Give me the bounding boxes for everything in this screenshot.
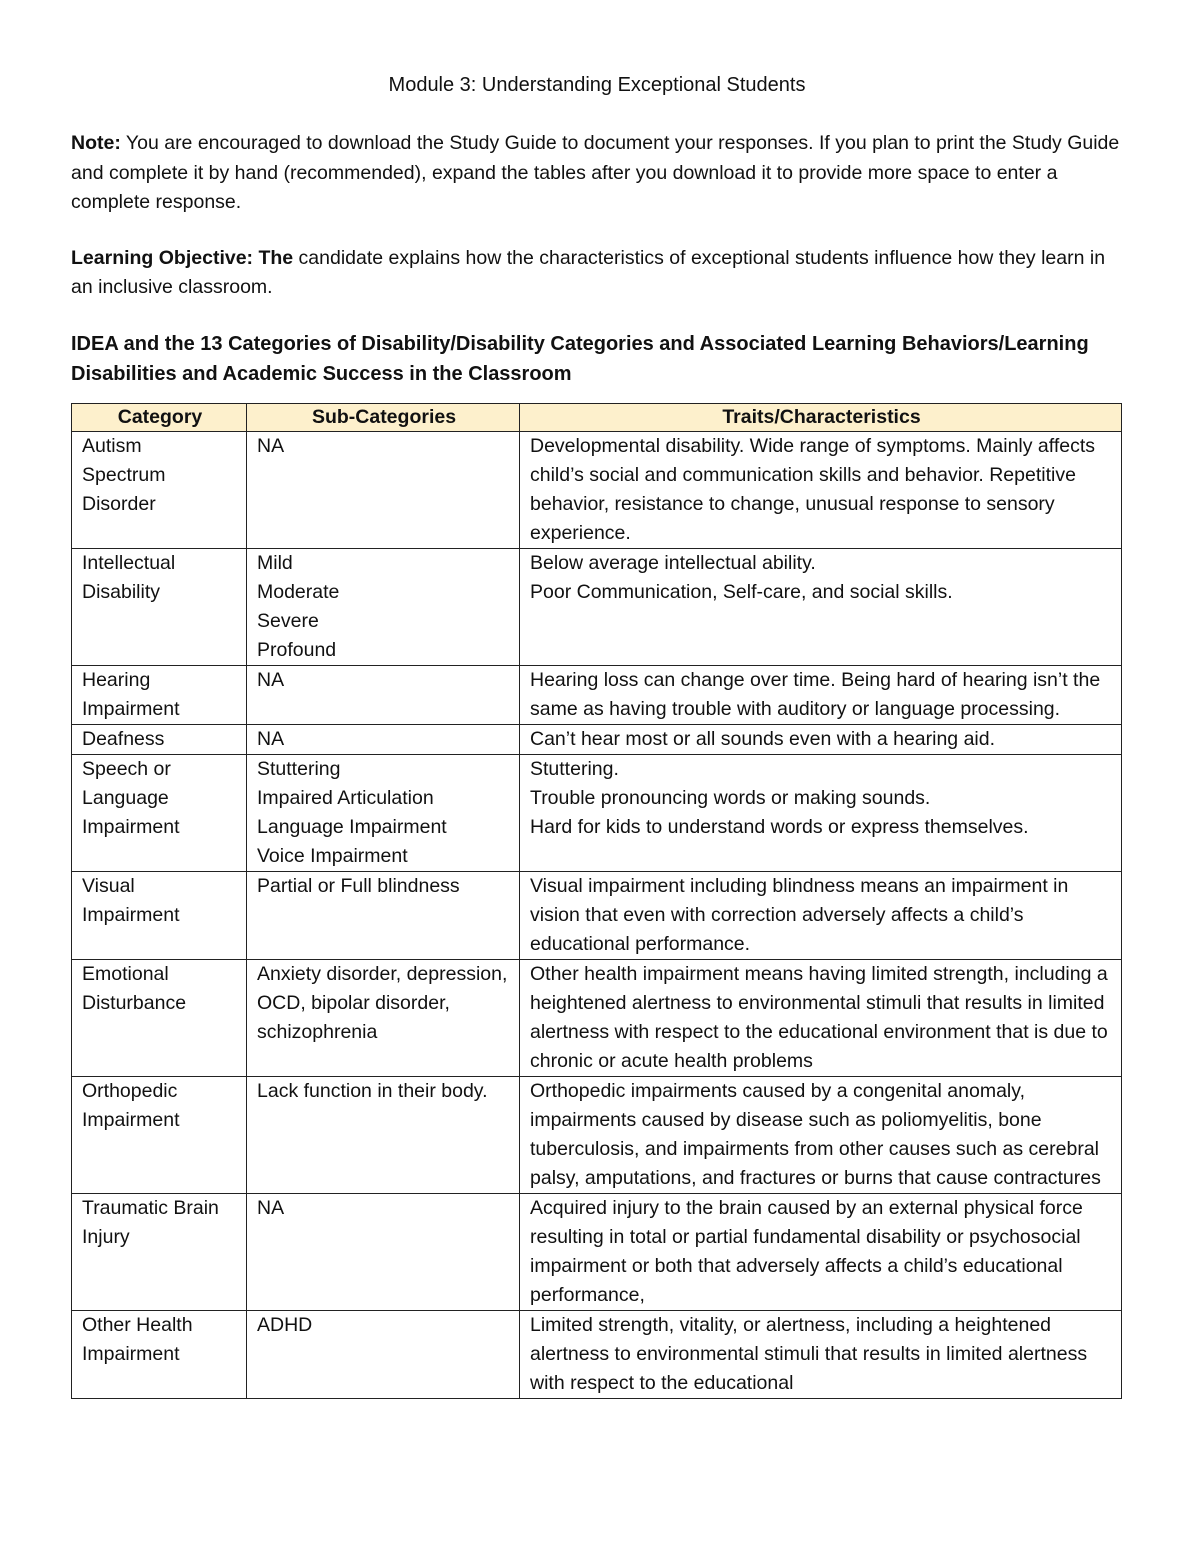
subcategories-cell-line: Impaired Articulation — [257, 786, 434, 809]
category-cell — [72, 431, 247, 548]
subcategories-cell — [247, 1193, 520, 1310]
traits-cell-line: Other health impairment means having limited strength, including a heightened alertness to environmental stimuli that results in limited alertness with respect to the educational environment that is due to chronic or acute health problems — [530, 962, 1108, 1072]
subcategories-cell — [247, 871, 520, 959]
category-cell-line: Autism — [82, 434, 142, 457]
header-traits: Traits/Characteristics — [520, 403, 1122, 431]
category-cell-line: Traumatic Brain — [82, 1196, 219, 1219]
table-row — [72, 871, 1122, 959]
subcategories-cell-line: ADHD — [257, 1313, 313, 1336]
category-cell — [72, 1076, 247, 1193]
category-cell-line: Injury — [82, 1225, 130, 1248]
page-title: Module 3: Understanding Exceptional Students — [388, 74, 806, 96]
traits-cell-line: Poor Communication, Self-care, and social skills. — [530, 580, 953, 603]
learning-objective-paragraph — [71, 244, 1123, 303]
subcategories-cell-line: Stuttering — [257, 757, 341, 780]
category-cell-line: Spectrum — [82, 463, 166, 486]
subcategories-cell-line: Moderate — [257, 580, 340, 603]
category-cell-line: Emotional — [82, 962, 169, 985]
category-cell-line: Speech or — [82, 757, 171, 780]
category-cell — [72, 724, 247, 754]
traits-cell-line: Below average intellectual ability. — [530, 551, 816, 574]
subcategories-cell — [247, 431, 520, 548]
header-subcategories: Sub-Categories — [247, 403, 520, 431]
traits-cell — [520, 1310, 1122, 1398]
traits-cell-line: Visual impairment including blindness means an impairment in vision that even with correction adversely affects a child’s educational performance. — [530, 874, 1069, 955]
traits-cell — [520, 1193, 1122, 1310]
learning-objective-label: Learning Objective: The — [71, 246, 294, 269]
category-cell — [72, 665, 247, 724]
traits-cell-line: Stuttering. — [530, 757, 619, 780]
table-row — [72, 959, 1122, 1076]
header-category: Category — [72, 403, 247, 431]
traits-cell-line: Orthopedic impairments caused by a congenital anomaly, impairments caused by disease such as poliomyelitis, bone tuberculosis, and impairments from other causes such as cerebral palsy, amputations, and fractures or burns that cause contractures — [530, 1079, 1101, 1189]
subcategories-cell — [247, 1310, 520, 1398]
note-label: Note: — [71, 132, 121, 154]
category-cell — [72, 754, 247, 871]
category-cell-line: Impairment — [82, 697, 180, 720]
subcategories-cell-line: Severe — [257, 609, 319, 632]
subcategories-cell-line: Partial or Full blindness — [257, 874, 460, 897]
traits-cell-line: Hearing loss can change over time. Being hard of hearing isn’t the same as having trouble with auditory or language processing. — [530, 668, 1101, 720]
document-page — [71, 70, 1123, 1399]
table-row — [72, 724, 1122, 754]
subcategories-cell-line: Language Impairment — [257, 815, 447, 838]
subcategories-cell-line: NA — [257, 434, 285, 457]
category-cell-line: Disability — [82, 580, 161, 603]
category-cell — [72, 959, 247, 1076]
learning-objective-text: candidate explains how the characteristics of exceptional students influence how they learn in an inclusive classroom. — [71, 246, 1106, 298]
subcategories-cell — [247, 1076, 520, 1193]
traits-cell — [520, 665, 1122, 724]
category-cell-line: Orthopedic — [82, 1079, 178, 1102]
category-cell-line: Language — [82, 786, 169, 809]
subcategories-cell — [247, 548, 520, 665]
table-row — [72, 1310, 1122, 1398]
traits-cell — [520, 754, 1122, 871]
category-cell-line: Visual — [82, 874, 135, 897]
traits-cell-line: Limited strength, vitality, or alertness, including a heightened alertness to environmental stimuli that results in limited alertness with respect to the educational — [530, 1313, 1088, 1394]
category-cell-line: Impairment — [82, 903, 180, 926]
traits-cell-line: Trouble pronouncing words or making sounds. — [530, 786, 931, 809]
table-row — [72, 548, 1122, 665]
traits-cell — [520, 959, 1122, 1076]
category-cell-line: Deafness — [82, 727, 165, 750]
table-row — [72, 1076, 1122, 1193]
subcategories-cell-line: Lack function in their body. — [257, 1079, 488, 1102]
subcategories-cell — [247, 724, 520, 754]
table-header-row — [72, 403, 1122, 431]
category-cell — [72, 871, 247, 959]
subcategories-cell — [247, 754, 520, 871]
category-cell-line: Intellectual — [82, 551, 176, 574]
traits-cell — [520, 724, 1122, 754]
category-cell-line: Impairment — [82, 1108, 180, 1131]
traits-cell — [520, 431, 1122, 548]
traits-cell-line: Developmental disability. Wide range of symptoms. Mainly affects child’s social and communication skills and behavior. Repetitive behavior, resistance to change, unusual response to sensory experience. — [530, 434, 1096, 544]
traits-cell-line: Hard for kids to understand words or express themselves. — [530, 815, 1029, 838]
subcategories-cell-line: Profound — [257, 638, 337, 661]
category-cell-line: Disorder — [82, 492, 156, 515]
subcategories-cell-line: Mild — [257, 551, 293, 574]
traits-cell — [520, 1076, 1122, 1193]
subcategories-cell-line: NA — [257, 727, 285, 750]
traits-cell-line: Can’t hear most or all sounds even with a hearing aid. — [530, 727, 996, 750]
category-cell-line: Other Health — [82, 1313, 193, 1336]
subcategories-cell — [247, 959, 520, 1076]
table-row — [72, 431, 1122, 548]
category-cell-line: Impairment — [82, 1342, 180, 1365]
traits-cell — [520, 871, 1122, 959]
table-row — [72, 665, 1122, 724]
category-cell-line: Impairment — [82, 815, 180, 838]
traits-cell-line: Acquired injury to the brain caused by an external physical force resulting in total or partial fundamental disability or psychosocial impairment or both that adversely affects a child’s educational performance, — [530, 1196, 1083, 1306]
subcategories-cell-line: NA — [257, 668, 285, 691]
subcategories-cell-line: Anxiety disorder, depression, OCD, bipolar disorder, schizophrenia — [257, 962, 508, 1043]
subcategories-cell-line: Voice Impairment — [257, 844, 408, 867]
table-body — [72, 431, 1122, 1398]
subcategories-cell — [247, 665, 520, 724]
table-row — [72, 1193, 1122, 1310]
section-heading: IDEA and the 13 Categories of Disability/Disability Categories and Associated Learning Behaviors/Learning Disabilities and Academic Success in the Classroom — [71, 332, 1089, 385]
category-cell-line: Hearing — [82, 668, 151, 691]
category-cell-line: Disturbance — [82, 991, 187, 1014]
category-cell — [72, 1310, 247, 1398]
table-row — [72, 754, 1122, 871]
subcategories-cell-line: NA — [257, 1196, 285, 1219]
note-text: You are encouraged to download the Study Guide to document your responses. If you plan to print the Study Guide and complete it by hand (recommended), expand the tables after you download it to provide more space to enter a complete response. — [71, 132, 1120, 213]
traits-cell — [520, 548, 1122, 665]
disability-categories-table — [71, 403, 1122, 1399]
category-cell — [72, 548, 247, 665]
category-cell — [72, 1193, 247, 1310]
note-paragraph — [71, 129, 1123, 218]
